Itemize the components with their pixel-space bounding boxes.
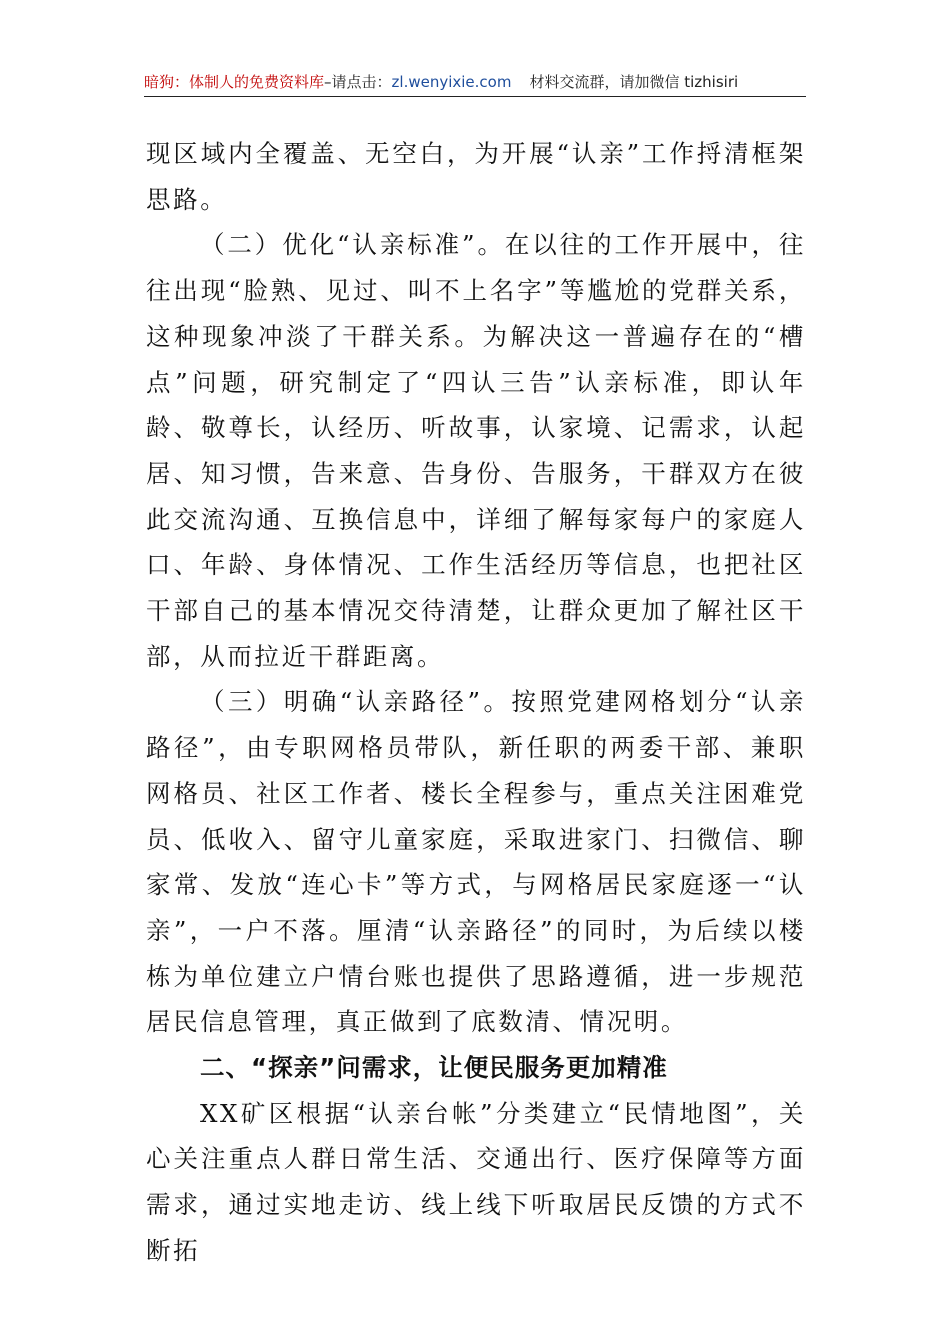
paragraph-continuation: 现区域内全覆盖、无空白，为开展“认亲”工作捋清框架思路。 bbox=[146, 139, 806, 214]
header-click-prompt: –请点击： bbox=[324, 73, 392, 91]
paragraph-optimize-standard: （二）优化“认亲标准”。在以往的工作开展中，往往出现“脸熟、见过、叫不上名字”等尴尬的党群关系，这种现象冲淡了干群关系。为解决这一普遍存在的“槽点”问题，研究制定了“四认三告”认亲标准，即认年龄、敬尊长，认经历、听故事，认家境、记需求，认起居、知习惯，告来意、告身份、告服务，干群双方在彼此交流沟通、互换信息中，详细了解每家每户的家庭人口、年龄、身体情况、工作生活经历等信息，也把社区干部自己的基本情况交待清楚，让群众更加了解社区干部，从而拉近干群距离。 bbox=[146, 230, 806, 671]
paragraph-clarify-path: （三）明确“认亲路径”。按照党建网格划分“认亲路径”，由专职网格员带队，新任职的两委干部、兼职网格员、社区工作者、楼长全程参与，重点关注困难党员、低收入、留守儿童家庭，采取进家门、扫微信、聊家常、发放“连心卡”等方式，与网格居民家庭逐一“认亲”，一户不落。厘清“认亲路径”的同时，为后续以楼栋为单位建立户情台账也提供了思路遵循，进一步规范居民信息管理，真正做到了底数清、情况明。 bbox=[146, 687, 806, 1037]
header-site-name: 暗狗：体制人的免费资料库 bbox=[144, 73, 325, 91]
section-heading-2: 二、“探亲”问需求，让便民服务更加精准 bbox=[200, 1053, 668, 1083]
page-header bbox=[144, 70, 806, 96]
header-url-link[interactable]: zl.wenyixie.com bbox=[391, 73, 512, 91]
header-group-note: 材料交流群，请加微信 tizhisiri bbox=[529, 73, 739, 91]
header-divider bbox=[144, 96, 806, 97]
paragraph-visit-needs: XX矿区根据“认亲台帐”分类建立“民情地图”，关心关注重点人群日常生活、交通出行、医疗保障等方面需求，通过实地走访、线上线下听取居民反馈的方式不断拓 bbox=[146, 1098, 806, 1265]
document-body bbox=[146, 131, 806, 1274]
